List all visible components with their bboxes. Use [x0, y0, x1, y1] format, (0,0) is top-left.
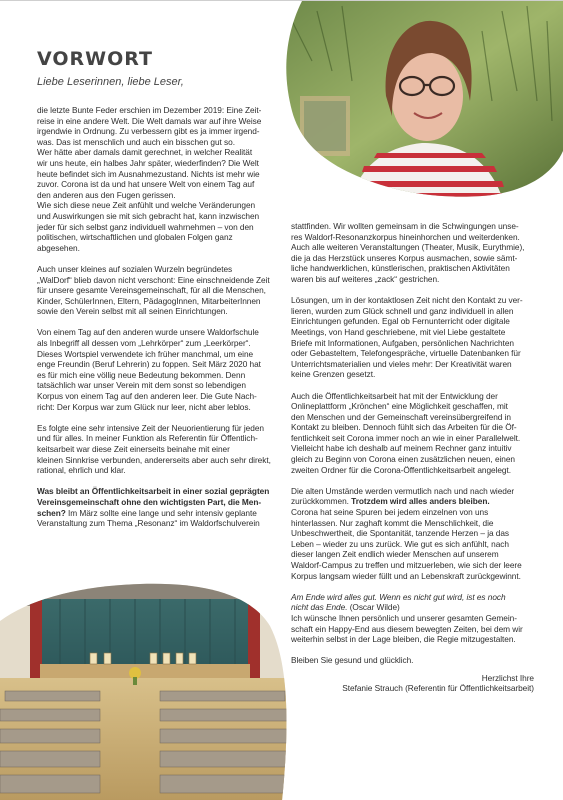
quote-follow: Ich wünsche Ihnen persönlich und unserer gesamten Gemein- schaft ein Happy-End aus diesem bewegten Zeiten, bei dem wir weiterhin selbst in der Lage bleiben, die Regie mitzugestalten. — [291, 612, 523, 645]
school-hall-photo — [0, 581, 290, 800]
paragraph-question — [37, 486, 291, 528]
paragraph-start: Die alten Umstände werden vermutlich nach und nach wieder zurückkommen. — [291, 485, 515, 507]
signature — [291, 673, 534, 694]
paragraph: Auch die Öffentlichkeitsarbeit hat mit der Entwicklung der Onlineplattform „Krönchen“ eine Möglichkeit geschaffen, mit den Menschen und der Gemeinschaft vereinsübergreifend in Kontakt zu bleiben. Dennoch fühlt sich das Arbeiten für die Öf- fentlichkeit seit Corona immer noch an wie in einer Parallelwelt. Vielleicht habe ich deshalb auf meinem Rechner ganz intuitiv gleich zu Beginn von Corona einen zusätzlichen neuen, einen zweiten Ordner für die Corona-Öffentlichkeitsarbeit angelegt. — [291, 390, 521, 475]
paragraph-tail: Im März sollte eine lange und sehr intensiv geplante Veranstaltung zum Thema „Resonanz“ im Waldorfschulverein — [37, 507, 260, 529]
paragraph: die letzte Bunte Feder erschien im Dezember 2019: Eine Zeit- reise in eine andere Welt. Die Welt damals war auf ihre Weise irgendwie in Ordnung. Zu verbessern gibt es ja immer irgend- was. Das ist menschlich und auch ein bisschen gut so. Wer hätte aber damals damit gerechnet, in welcher Realität wir uns heute, ein halbes Jahr später, wiederfinden? Die Welt heute befindet sich im Ausnahmezustand. Nichts ist mehr wie zuvor. Corona ist da und hat unsere Welt von einem Tag auf den anderen aus den Fugen gerissen. Wie sich diese neue Zeit anfühlt und welche Veränderungen und Auswirkungen sie mit sich gebracht hat, kann inzwischen jeder für sich selbst ganz individuell wahrnehmen – von den politischen, wirtschaftlichen und globalen Folgen ganz abgesehen. — [37, 105, 262, 253]
paragraph: Von einem Tag auf den anderen wurde unsere Waldorfschule als Inbegriff all dessen vom „Lehrkörper“ zum „Leerkörper“. Dieses Wortspiel verwendete ich früher manchmal, um eine enge Freundin (Beruf Lehrerin) zu foppen. Seit März 2020 hat es für mich eine völlig neue Bedeutung bekommen. Denn tatsächlich war unser Verein mit dem sonst so lebendigen Korpus von einem Tag auf den anderen leer. Die Gute Nach- richt: Der Korpus war zum Glück nur leer, nicht aber leblos. — [37, 327, 261, 412]
page-title: VORWORT — [37, 48, 153, 70]
salutation: Liebe Leserinnen, liebe Leser, — [37, 76, 184, 88]
paragraph: Es folgte eine sehr intensive Zeit der Neuorientierung für jeden und für alles. In meiner Funktion als Referentin für Öffentlich- keitsarbeit war diese Zeit einerseits beinahe mit einer kleinen Sinnkrise verbunden, andererseits aber auch sehr direkt, rational, ehrlich und klar. — [37, 422, 271, 476]
right-column — [291, 221, 534, 704]
left-column — [37, 105, 291, 539]
paragraph: Lösungen, um in der kontaktlosen Zeit nicht den Kontakt zu ver- lieren, wurden zum Glück schnell und ganz individuell in allen Einrichtungen gefunden. Egal ob Fernunterricht oder digitale Meetings, von Hand geschriebene, mit viel Liebe gestaltete Briefe mit Informationen, Aufgaben, persönlichen Nachrichten oder Gebasteltem, Telefongespräche, virtuelle Datenbanken für Unterrichtsmaterialien und vieles mehr: Der Kreativität waren keine Grenzen gesetzt. — [291, 295, 523, 380]
author-portrait-photo — [282, 1, 563, 197]
quote-paragraph — [291, 592, 534, 645]
quote: Am Ende wird alles gut. Wenn es nicht gut wird, ist es noch nicht das Ende. — [291, 591, 506, 613]
emphasis: Trotzdem wird alles anders bleiben. — [351, 496, 490, 507]
closing: Bleiben Sie gesund und glücklich. — [291, 655, 414, 666]
paragraph-rest: Corona hat seine Spuren bei jedem einzelnen von uns hinterlassen. Nur zaghaft kommt die Menschlichkeit, die Unbeschwertheit, die Spontanität, tanzende Herzen – ja das Leben – wieder zu uns zurück. Wie gut es sich anfühlt, nach dieser langen Zeit endlich wieder Menschen auf unserem Waldorf-Campus zu treffen und mitzuerleben, wie sich der leere Korpus langsam wieder füllt und an Lebenskraft zurückgewinnt. — [291, 507, 522, 581]
paragraph — [291, 486, 534, 581]
quote-author: (Oscar Wilde) — [347, 602, 400, 613]
signature-greeting: Herzlichst Ihre — [481, 672, 534, 683]
question-lead: Was bleibt an Öffentlichkeitsarbeit in einer sozial geprägten Vereinsgemeinschaft ohne den wichtigsten Part, die Men- schen? — [37, 486, 270, 518]
signature-name: Stefanie Strauch (Referentin für Öffentlichkeitsarbeit) — [342, 683, 534, 694]
paragraph: Auch unser kleines auf sozialen Wurzeln begründetes „WalDorf“ blieb davon nicht verschont: Eine einschneidende Zeit für unsere gesamte Vereinsgemeinschaft, für all die Menschen, Kinder, SchülerInnen, Eltern, PädagogInnen, MitarbeiterInnen sowie den Verein selbst mit all seinen Einrichtungen. — [37, 263, 270, 317]
paragraph: stattfinden. Wir wollten gemeinsam in die Schwingungen unse- res Waldorf-Resonanzkorpus hineinhorchen und weiterdenken. Auch alle weiteren Veranstaltungen (Theater, Musik, Eurythmie), die ja das Herzstück unseres Korpus ausmachen, sowie sämt- liche handwerklichen, künstlerischen, praktischen Aktivitäten waren bis auf weiteres „zack“ gestrichen. — [291, 221, 525, 284]
